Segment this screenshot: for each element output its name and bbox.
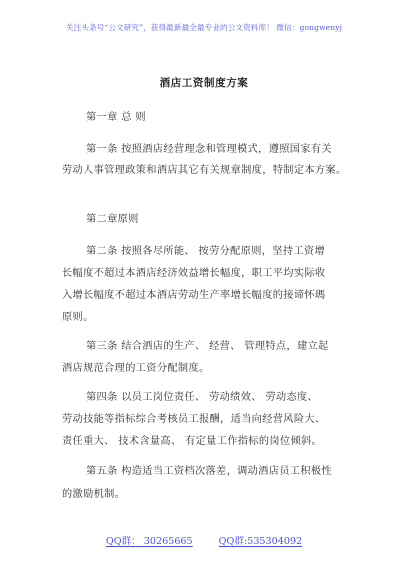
paragraph-line: 第四条 以员工岗位责任、 劳动绩效、 劳动态度、 xyxy=(86,392,319,403)
paragraph-line: 劳动人事管理政策和酒店其它有关规章制度，特制定本方案。 xyxy=(62,165,347,176)
paragraph-line: 的激励机制。 xyxy=(62,489,126,500)
qq-group-link-1[interactable]: QQ群： 30265665 xyxy=(105,536,193,547)
chapter-heading: 第一章 总 则 xyxy=(86,112,146,123)
paragraph-line: 原则。 xyxy=(62,312,94,323)
header-banner: 关注头条号“公文研究”，获得最新最全最专业的公文资料库！ 微信：gongwenyj xyxy=(65,23,343,32)
paragraph-line: 入增长幅度不超过本酒店劳动生产率增长幅度的接谛怀瑪 xyxy=(62,290,326,301)
qq-group-link-2[interactable]: QQ群:535304092 xyxy=(218,536,303,547)
paragraph-line: 第一条 按照酒店经营理念和管理模式，遵照国家有关 xyxy=(86,144,332,155)
paragraph-line: 长幅度不超过本酒店经济效益增长幅度，职工平均实际收 xyxy=(62,268,326,279)
paragraph-line: 酒店规范合理的工资分配制度。 xyxy=(62,363,210,374)
paragraph-line: 责任重大、 技术含量高、 有定量工作指标的岗位倾斜。 xyxy=(62,436,323,447)
paragraph-line: 第三条 结合酒店的生产、 经营、 管理特点，建立起 xyxy=(86,341,329,352)
paragraph-line: 第五条 构造适当工资档次落差，调动酒店员工积极性 xyxy=(86,466,332,477)
paragraph-line: 劳动技能等指标综合考核员工报酬，适当向经营风险大、 xyxy=(62,414,326,425)
paragraph-line: 第二条 按照各尽所能、 按劳分配原则，坚持工资增 xyxy=(86,246,325,257)
footer-contact xyxy=(0,533,408,547)
chapter-heading: 第二章原则 xyxy=(86,214,139,225)
document-title: 酒店工资制度方案 xyxy=(159,77,249,89)
